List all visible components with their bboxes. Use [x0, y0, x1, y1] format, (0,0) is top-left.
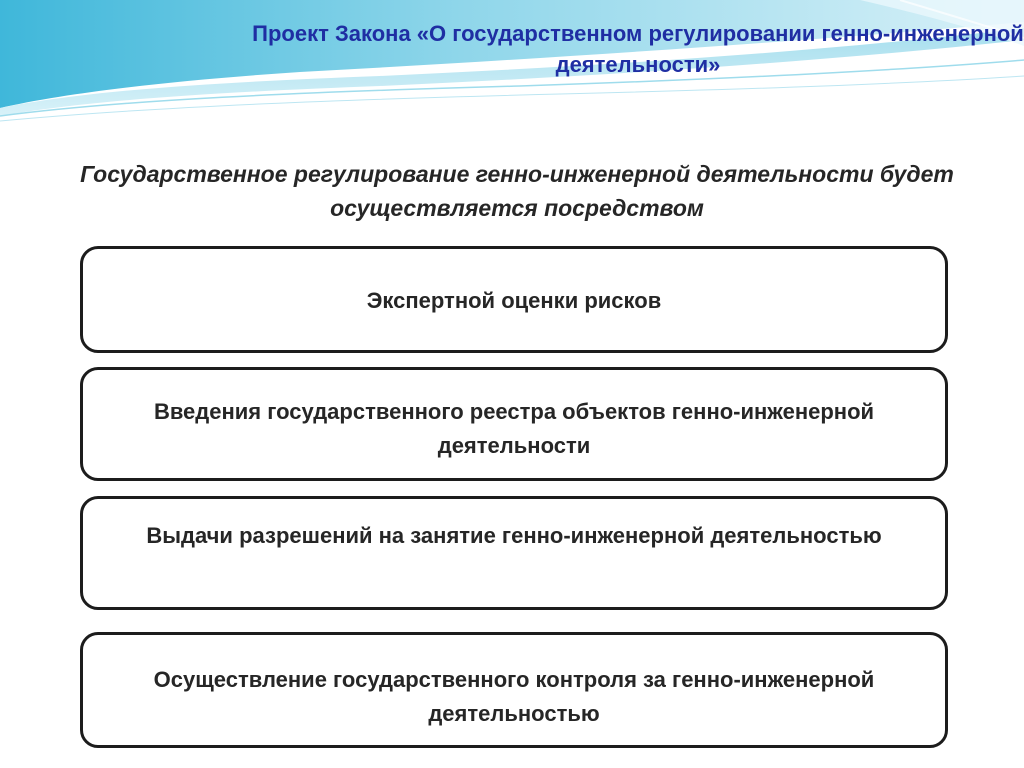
method-label: Введения государственного реестра объектов генно-инженерной деятельности [153, 399, 875, 458]
method-label: Выдачи разрешений на занятие генно-инженерной деятельностью [146, 523, 882, 548]
method-box-risk-assessment [80, 246, 948, 353]
method-label: Экспертной оценки рисков [366, 288, 662, 313]
method-box-state-control [80, 632, 948, 748]
method-box-state-registry [80, 367, 948, 481]
method-box-permits [80, 496, 948, 610]
method-label: Осуществление государственного контроля за генно-инженерной деятельностью [153, 667, 875, 726]
slide-title: Проект Закона «О государственном регулировании генно-инженерной деятельности» [252, 21, 1024, 77]
slide-subtitle: Государственное регулирование генно-инженерной деятельности будет осуществляется посредством [80, 161, 954, 221]
